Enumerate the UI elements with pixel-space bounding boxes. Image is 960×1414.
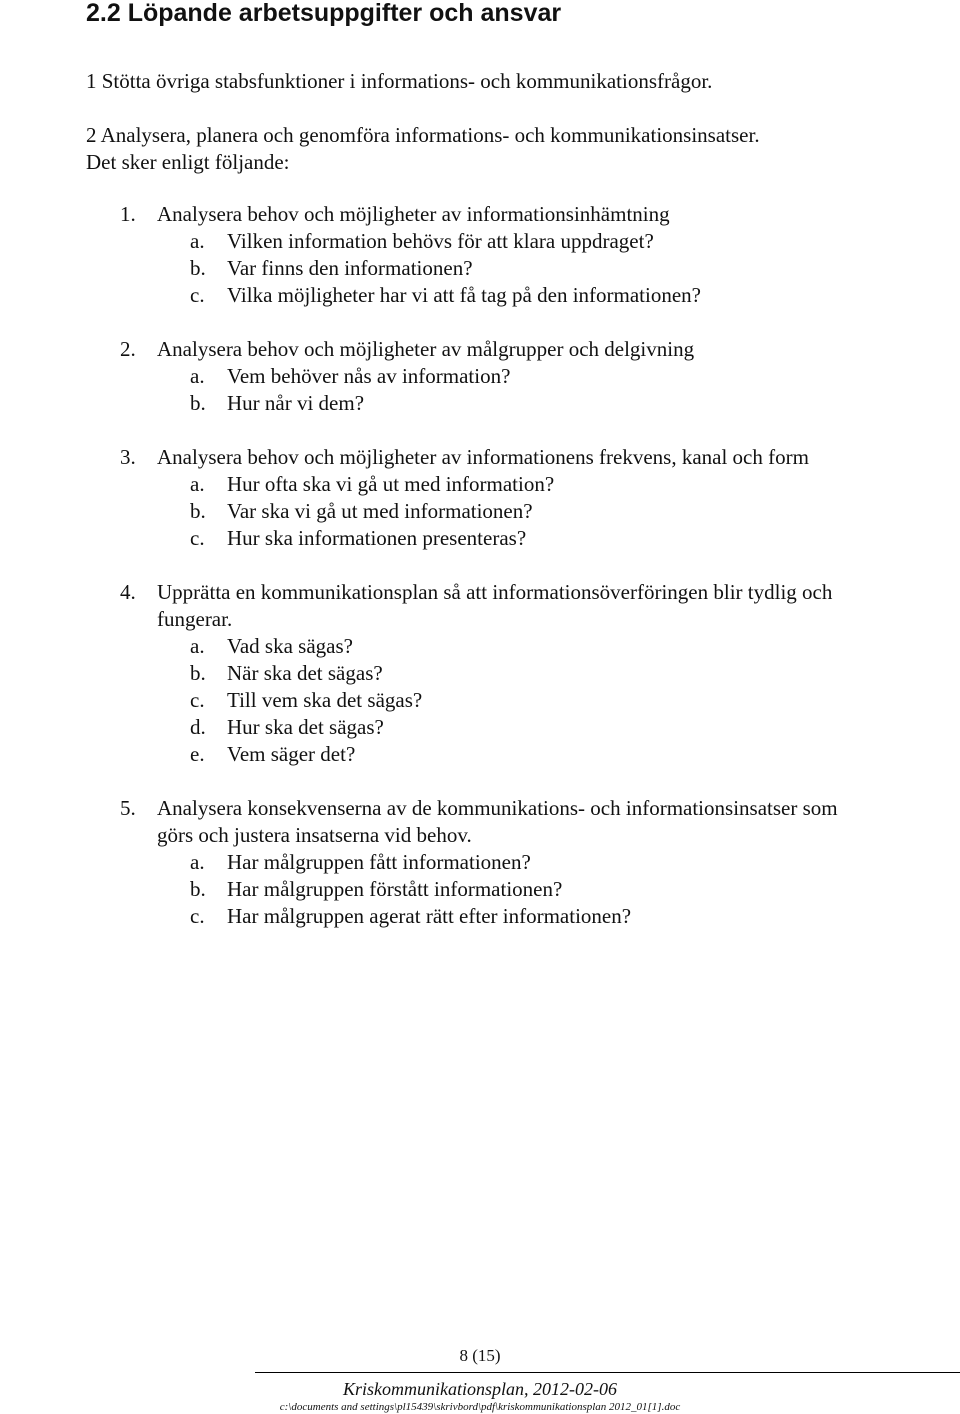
sub-item-letter: a. bbox=[190, 364, 205, 388]
item-number: 2. bbox=[120, 337, 136, 361]
sub-item-letter: c. bbox=[190, 688, 205, 712]
item-text: Upprätta en kommunikationsplan så att informationsöverföringen blir tydlig och fungerar. bbox=[157, 580, 833, 631]
sub-item-text: Vad ska sägas? bbox=[227, 634, 353, 658]
sub-item-text: Vem behöver nås av information? bbox=[227, 364, 511, 388]
sub-item bbox=[0, 876, 960, 903]
sub-item bbox=[0, 849, 960, 876]
sub-item bbox=[0, 525, 960, 552]
sub-item-text: Har målgruppen fått informationen? bbox=[227, 850, 531, 874]
list-item bbox=[0, 336, 960, 417]
sub-item-letter: a. bbox=[190, 850, 205, 874]
sub-item bbox=[0, 471, 960, 498]
sub-item bbox=[0, 363, 960, 390]
sub-item bbox=[0, 741, 960, 768]
sub-item-text: Vilken information behövs för att klara uppdraget? bbox=[227, 229, 654, 253]
sub-item bbox=[0, 498, 960, 525]
sub-item-letter: c. bbox=[190, 283, 205, 307]
item-text: Analysera behov och möjligheter av informationens frekvens, kanal och form bbox=[157, 445, 809, 469]
paragraph-support: 1 Stötta övriga stabsfunktioner i informations- och kommunikationsfrågor. bbox=[86, 69, 713, 93]
sub-item-text: Var finns den informationen? bbox=[227, 256, 473, 280]
item-number: 5. bbox=[120, 796, 136, 820]
sub-item bbox=[0, 390, 960, 417]
sub-item bbox=[0, 255, 960, 282]
sub-item-letter: c. bbox=[190, 904, 205, 928]
sub-item bbox=[0, 687, 960, 714]
item-text: Analysera behov och möjligheter av målgrupper och delgivning bbox=[157, 337, 695, 361]
sub-item-text: Vem säger det? bbox=[227, 742, 356, 766]
list-item bbox=[0, 201, 960, 309]
list-item bbox=[0, 795, 960, 930]
sub-item-text: Var ska vi gå ut med informationen? bbox=[227, 499, 533, 523]
sub-item-text: Hur når vi dem? bbox=[227, 391, 365, 415]
sub-item-letter: a. bbox=[190, 229, 205, 253]
sub-item-text: Till vem ska det sägas? bbox=[227, 688, 423, 712]
sub-item-letter: b. bbox=[190, 391, 206, 415]
sub-item-text: Hur ofta ska vi gå ut med information? bbox=[227, 472, 555, 496]
sub-item-letter: d. bbox=[190, 715, 206, 739]
sub-item-letter: b. bbox=[190, 256, 206, 280]
sub-item-letter: a. bbox=[190, 472, 205, 496]
item-number: 3. bbox=[120, 445, 136, 469]
item-number: 4. bbox=[120, 580, 136, 604]
sub-item bbox=[0, 903, 960, 930]
sub-item-letter: a. bbox=[190, 634, 205, 658]
paragraph-analyze-line1: 2 Analysera, planera och genomföra informations- och kommunikationsinsatser. bbox=[86, 123, 760, 147]
steps-list bbox=[0, 201, 960, 957]
footer-file-path: c:\documents and settings\pl15439\skrivbord\pdf\kriskommunikationsplan 2012_01[1].doc bbox=[279, 1401, 681, 1413]
item-number: 1. bbox=[120, 202, 136, 226]
list-item bbox=[0, 444, 960, 552]
sub-item-text: Har målgruppen agerat rätt efter informationen? bbox=[227, 904, 632, 928]
footer-divider bbox=[255, 1372, 960, 1373]
sub-item-text: Hur ska det sägas? bbox=[227, 715, 384, 739]
sub-item-letter: b. bbox=[190, 661, 206, 685]
sub-item-text: Har målgruppen förstått informationen? bbox=[227, 877, 563, 901]
sub-item bbox=[0, 633, 960, 660]
sub-item-letter: b. bbox=[190, 877, 206, 901]
sub-item-letter: b. bbox=[190, 499, 206, 523]
footer-title: Kriskommunikationsplan, 2012-02-06 bbox=[343, 1379, 617, 1399]
sub-item bbox=[0, 714, 960, 741]
paragraph-analyze-line2: Det sker enligt följande: bbox=[86, 150, 290, 174]
list-item bbox=[0, 579, 960, 768]
page-number: 8 (15) bbox=[459, 1346, 501, 1365]
sub-item-text: När ska det sägas? bbox=[227, 661, 383, 685]
sub-item-text: Hur ska informationen presenteras? bbox=[227, 526, 527, 550]
sub-item bbox=[0, 660, 960, 687]
item-text: Analysera behov och möjligheter av informationsinhämtning bbox=[157, 202, 670, 226]
item-text: Analysera konsekvenserna av de kommunikations- och informationsinsatser som görs och justera insatserna vid behov. bbox=[157, 796, 838, 847]
section-heading: 2.2 Löpande arbetsuppgifter och ansvar bbox=[86, 0, 562, 27]
sub-item-text: Vilka möjligheter har vi att få tag på den informationen? bbox=[227, 283, 701, 307]
sub-item bbox=[0, 228, 960, 255]
sub-item bbox=[0, 282, 960, 309]
paragraph-analyze bbox=[86, 122, 760, 176]
sub-item-letter: c. bbox=[190, 526, 205, 550]
sub-item-letter: e. bbox=[190, 742, 205, 766]
